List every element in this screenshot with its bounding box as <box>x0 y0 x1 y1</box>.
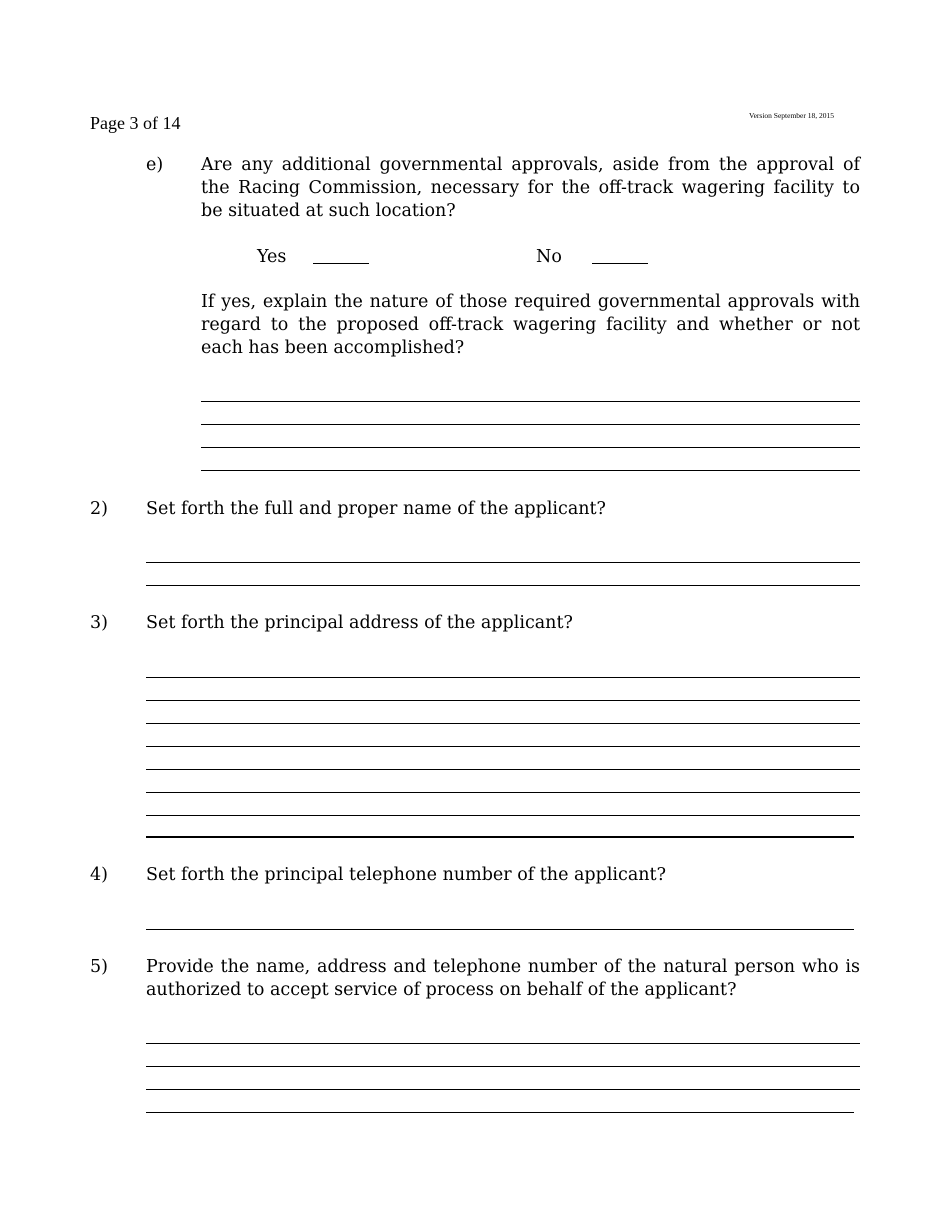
question-5-text: Provide the name, address and telephone number of the natural person who is authorized to accept service of process on behalf of the applicant? <box>146 957 860 1000</box>
answer-line[interactable] <box>146 929 854 930</box>
answer-line[interactable] <box>146 815 860 816</box>
question-3-text: Set forth the principal address of the applicant? <box>146 613 573 633</box>
question-4-text: Set forth the principal telephone number of the applicant? <box>146 865 666 885</box>
answer-line[interactable] <box>146 1089 860 1090</box>
answer-line[interactable] <box>146 746 860 747</box>
answer-line[interactable] <box>146 792 860 793</box>
question-number-5: 5) <box>90 957 108 977</box>
answer-line[interactable] <box>146 1043 860 1044</box>
answer-line[interactable] <box>146 723 860 724</box>
answer-line[interactable] <box>146 700 860 701</box>
yes-blank[interactable] <box>313 248 369 264</box>
answer-line[interactable] <box>146 585 860 586</box>
answer-line[interactable] <box>146 1066 860 1067</box>
answer-line[interactable] <box>201 424 860 425</box>
answer-line[interactable] <box>146 562 860 563</box>
answer-line[interactable] <box>201 447 860 448</box>
question-2-text: Set forth the full and proper name of the applicant? <box>146 499 606 519</box>
question-number-4: 4) <box>90 865 108 885</box>
answer-line[interactable] <box>201 401 860 402</box>
page-number: Page 3 of 14 <box>90 113 181 133</box>
no-label: No <box>536 247 562 267</box>
yes-label: Yes <box>257 247 287 267</box>
question-number-2: 2) <box>90 499 108 519</box>
answer-line[interactable] <box>146 677 860 678</box>
answer-line[interactable] <box>201 470 860 471</box>
question-number-3: 3) <box>90 613 108 633</box>
question-e-followup: If yes, explain the nature of those required governmental approvals with regard to the proposed off-track wagering facility and whether or not each has been accomplished? <box>201 292 860 358</box>
answer-line[interactable] <box>146 769 860 770</box>
question-e-text: Are any additional governmental approvals, aside from the approval of the Racing Commission, necessary for the off-track wagering facility to be situated at such location? <box>201 155 860 221</box>
answer-line[interactable] <box>146 1112 854 1113</box>
item-label-e: e) <box>146 155 164 175</box>
version-date: Version September 18, 2015 <box>749 111 834 120</box>
answer-line[interactable] <box>146 836 854 838</box>
no-blank[interactable] <box>592 248 648 264</box>
